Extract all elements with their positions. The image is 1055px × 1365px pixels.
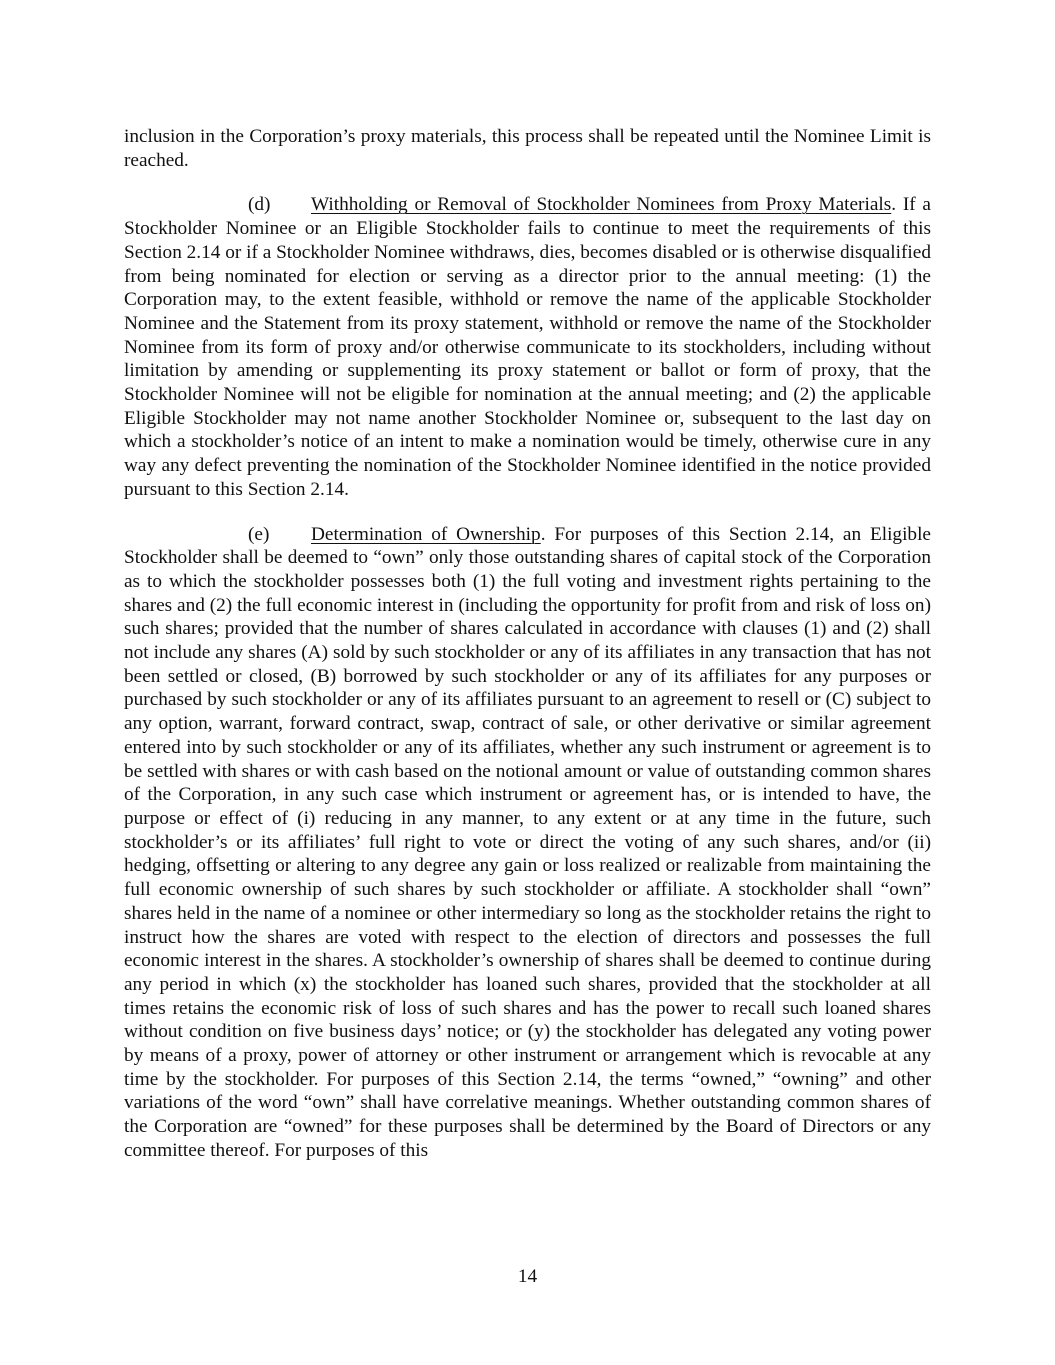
paragraph-withholding-removal	[124, 193, 931, 501]
paragraph-heading: Withholding or Removal of Stockholder Nominees from Proxy Materials	[311, 194, 892, 216]
paragraph-label: (d)	[248, 194, 271, 216]
paragraph-text: . For purposes of this Section 2.14, an Eligible Stockholder shall be deemed to “own” only those outstanding shares of capital stock of the Corporation as to which the stockholder possesses both (1) the full voting and investment rights pertaining to the shares and (2) the full economic interest in (including the opportunity for profit from and risk of loss on) such shares; provided that the number of shares calculated in accordance with clauses (1) and (2) shall not include any shares (A) sold by such stockholder or any of its affiliates in any transaction that has not been settled or closed, (B) borrowed by such stockholder or any of its affiliates for any purposes or purchased by such stockholder or any of its affiliates pursuant to an agreement to resell or (C) subject to any option, warrant, forward contract, swap, contract of sale, or other derivative or similar agreement entered into by such stockholder or any of its affiliates, whether any such instrument or agreement is to be settled with shares or with cash based on the notional amount or value of outstanding common shares of the Corporation, in any such case which instrument or agreement has, or is intended to have, the purpose or effect of (i) reducing in any manner, to any extent or at any time in the future, such stockholder’s or its affiliates’ full right to vote or direct the voting of any such shares, and/or (ii) hedging, offsetting or altering to any degree any gain or loss realized or realizable from maintaining the full economic ownership of such shares by such stockholder or affiliate. A stockholder shall “own” shares held in the name of a nominee or other intermediary so long as the stockholder retains the right to instruct how the shares are voted with respect to the election of directors and possesses the full economic interest in the shares. A stockholder’s ownership of shares shall be deemed to continue during any period in which (x) the stockholder has loaned such shares, provided that the stockholder at all times retains the economic risk of loss of such shares and has the power to recall such loaned shares without condition on five business days’ notice; or (y) the stockholder has delegated any voting power by means of a proxy, power of attorney or other instrument or arrangement which is revocable at any time by the stockholder. For purposes of this Section 2.14, the terms “owned,” “owning” and other variations of the word “own” shall have correlative meanings. Whether outstanding common shares of the Corporation are “owned” for these purposes shall be determined by the Board of Directors or any committee thereof. For purposes of this	[124, 523, 931, 1161]
paragraph-continuation	[124, 125, 931, 172]
page-number: 14	[517, 1266, 538, 1287]
document-page	[124, 125, 931, 1163]
paragraph-determination-ownership	[124, 523, 931, 1163]
paragraph-label: (e)	[248, 523, 270, 545]
paragraph-heading: Determination of Ownership	[311, 523, 541, 545]
paragraph-text: inclusion in the Corporation’s proxy materials, this process shall be repeated until the Nominee Limit is reached.	[124, 126, 931, 171]
paragraph-text: . If a Stockholder Nominee or an Eligible Stockholder fails to continue to meet the requirements of this Section 2.14 or if a Stockholder Nominee withdraws, dies, becomes disabled or is otherwise disqualified from being nominated for election or serving as a director prior to the annual meeting: (1) the Corporation may, to the extent feasible, withhold or remove the name of the applicable Stockholder Nominee and the Statement from its proxy statement, withhold or remove the name of the Stockholder Nominee from its form of proxy and/or otherwise communicate to its stockholders, including without limitation by amending or supplementing its proxy statement or ballot or form of proxy, that the Stockholder Nominee will not be eligible for nomination at the annual meeting; and (2) the applicable Eligible Stockholder may not name another Stockholder Nominee or, subsequent to the last day on which a stockholder’s notice of an intent to make a nomination would be timely, otherwise cure in any way any defect preventing the nomination of the Stockholder Nominee identified in the notice provided pursuant to this Section 2.14.	[124, 194, 931, 500]
